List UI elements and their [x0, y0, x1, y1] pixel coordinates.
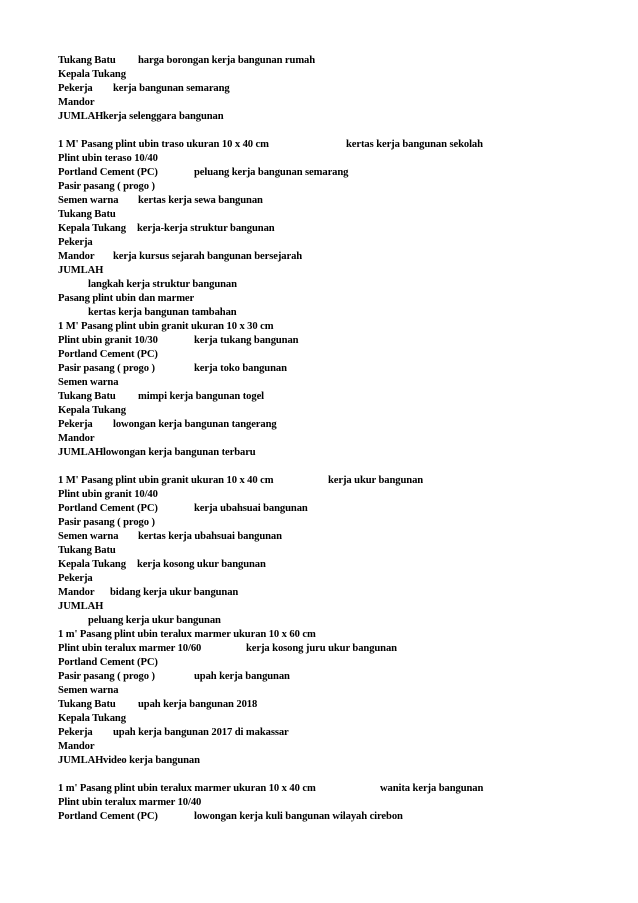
doc-line: JUMLAHlowongan kerja bangunan terbaru — [58, 447, 256, 458]
doc-line: Pekerja — [58, 237, 93, 248]
doc-line: Mandor — [58, 97, 95, 108]
doc-line: JUMLAH — [58, 265, 104, 276]
doc-line: Plint ubin teraso 10/40 — [58, 153, 158, 164]
doc-line: Portland Cement (PC) peluang kerja bangunan semarang — [58, 167, 349, 178]
doc-line: Tukang Batu harga borongan kerja bangunan rumah — [58, 55, 316, 66]
doc-line: Kepala Tukang — [58, 69, 126, 80]
doc-line: Kepala Tukang — [58, 713, 126, 724]
doc-line: 1 M' Pasang plint ubin granit ukuran 10 x 40 cm kerja ukur bangunan — [58, 475, 424, 486]
doc-line: 1 M' Pasang plint ubin granit ukuran 10 x 30 cm — [58, 321, 274, 332]
doc-line: Mandor — [58, 741, 95, 752]
doc-line: Semen warna — [58, 685, 119, 696]
doc-line: Pekerja lowongan kerja bangunan tangerang — [58, 419, 277, 430]
doc-line: Plint ubin teralux marmer 10/60 kerja kosong juru ukur bangunan — [58, 643, 397, 654]
doc-line: Pasir pasang ( progo ) — [58, 181, 155, 192]
doc-line: Mandor — [58, 433, 95, 444]
doc-line: langkah kerja struktur bangunan — [88, 279, 237, 290]
doc-line: kertas kerja bangunan tambahan — [88, 307, 237, 318]
doc-line: Kepala Tukang — [58, 405, 126, 416]
doc-line: Tukang Batu upah kerja bangunan 2018 — [58, 699, 258, 710]
doc-line: Kepala Tukang kerja-kerja struktur bangunan — [58, 223, 275, 234]
doc-line: JUMLAH — [58, 601, 104, 612]
doc-line: Kepala Tukang kerja kosong ukur bangunan — [58, 559, 266, 570]
doc-line: Pasir pasang ( progo ) — [58, 517, 155, 528]
doc-line: Portland Cement (PC) — [58, 657, 158, 668]
doc-line: Pasir pasang ( progo ) kerja toko bangunan — [58, 363, 287, 374]
doc-line: Semen warna kertas kerja sewa bangunan — [58, 195, 263, 206]
doc-line: Plint ubin granit 10/40 — [58, 489, 158, 500]
doc-line: Mandor kerja kursus sejarah bangunan bersejarah — [58, 251, 303, 262]
doc-line: Plint ubin teralux marmer 10/40 — [58, 797, 202, 808]
doc-line: Portland Cement (PC) kerja ubahsuai bangunan — [58, 503, 308, 514]
doc-line: Pasir pasang ( progo ) upah kerja bangunan — [58, 671, 290, 682]
doc-line: peluang kerja ukur bangunan — [88, 615, 221, 626]
doc-line: Semen warna kertas kerja ubahsuai bangunan — [58, 531, 282, 542]
doc-line: JUMLAHkerja selenggara bangunan — [58, 111, 224, 122]
doc-line: Pekerja — [58, 573, 93, 584]
doc-line: Mandor bidang kerja ukur bangunan — [58, 587, 239, 598]
doc-line: Tukang Batu — [58, 545, 116, 556]
doc-line: Semen warna — [58, 377, 119, 388]
doc-line: 1 M' Pasang plint ubin traso ukuran 10 x 40 cm kertas kerja bangunan sekolah — [58, 139, 483, 150]
doc-line: Pekerja upah kerja bangunan 2017 di makassar — [58, 727, 289, 738]
doc-line: 1 m' Pasang plint ubin teralux marmer ukuran 10 x 60 cm — [58, 629, 316, 640]
doc-line: Portland Cement (PC) — [58, 349, 158, 360]
doc-line: Tukang Batu — [58, 209, 116, 220]
doc-line: 1 m' Pasang plint ubin teralux marmer ukuran 10 x 40 cm wanita kerja bangunan — [58, 783, 484, 794]
doc-line: Portland Cement (PC) lowongan kerja kuli bangunan wilayah cirebon — [58, 811, 403, 822]
doc-line: Pekerja kerja bangunan semarang — [58, 83, 230, 94]
doc-line: Tukang Batu mimpi kerja bangunan togel — [58, 391, 265, 402]
doc-line: Pasang plint ubin dan marmer — [58, 293, 195, 304]
doc-line: JUMLAHvideo kerja bangunan — [58, 755, 200, 766]
doc-line: Plint ubin granit 10/30 kerja tukang bangunan — [58, 335, 299, 346]
